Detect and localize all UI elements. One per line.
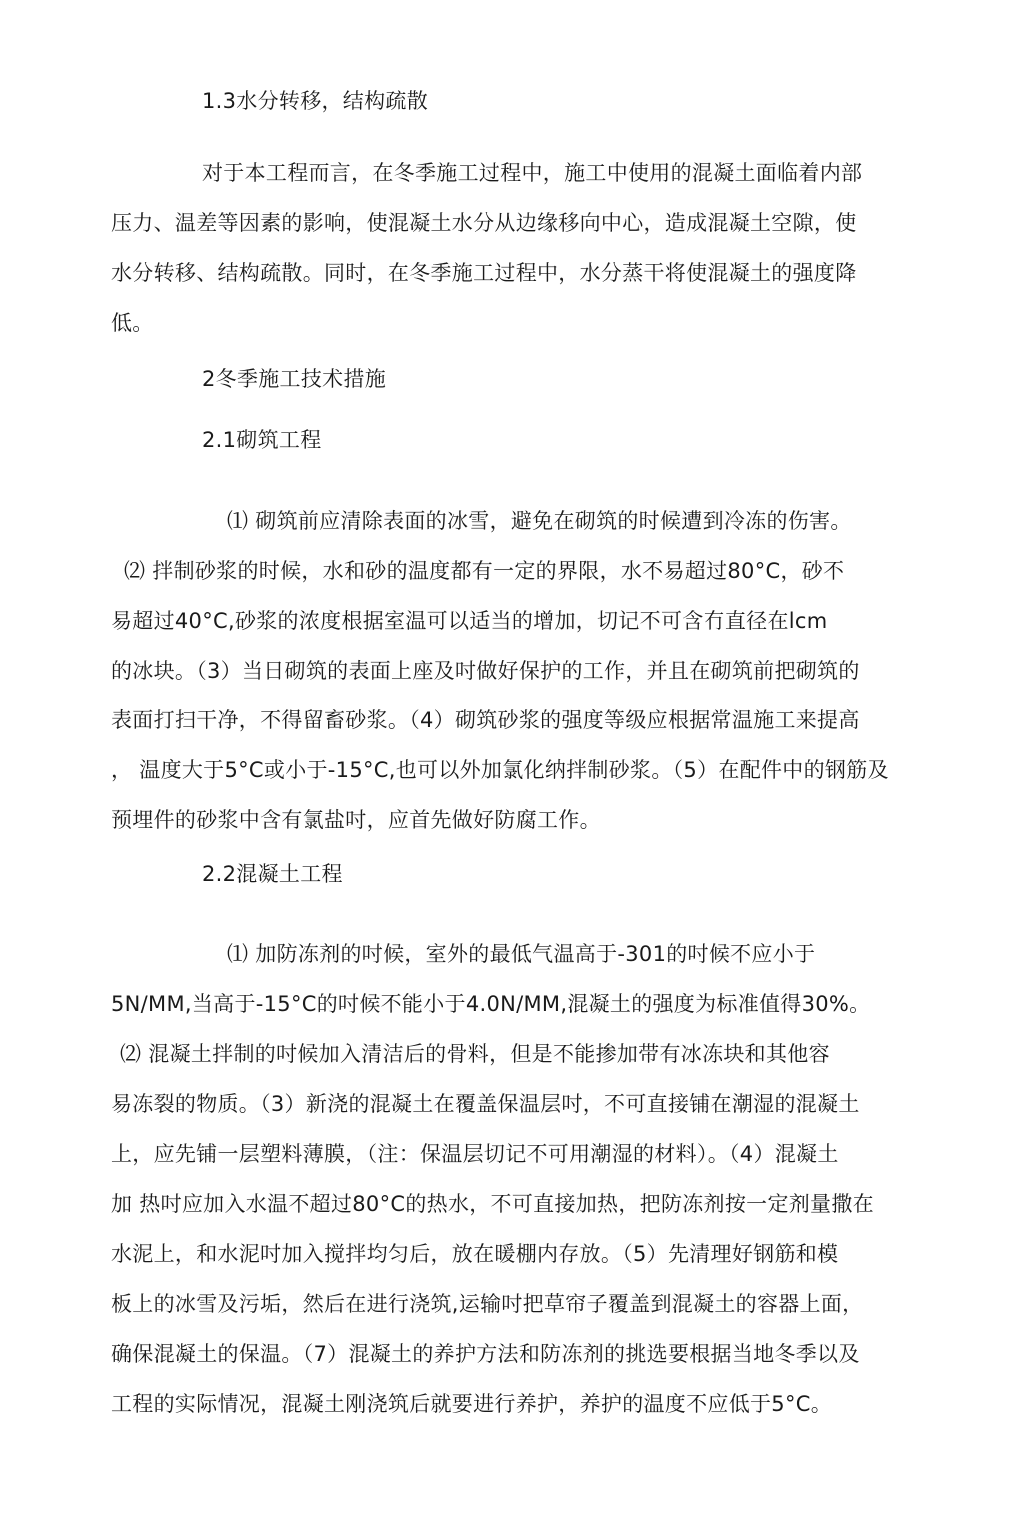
paragraph-line: 低。 — [111, 311, 154, 335]
paragraph-line: ⑵ 拌制砂浆的时候，水和砂的温度都有一定的界限，水不易超过80°C，砂不 — [124, 559, 845, 583]
paragraph-line: 对于本工程而言，在冬季施工过程中，施工中使用的混凝土面临着内部 — [202, 161, 863, 185]
paragraph-line: 压力、温差等因素的影响，使混凝土水分从边缘移向中心，造成混凝土空隙，使 — [111, 211, 857, 235]
paragraph-line: ⑴ 加防冻剂的吋候，室外的最低气温高于-301的吋候不应小于 — [227, 942, 816, 966]
paragraph-line: 预埋件的砂浆中含有氯盐吋，应首先做好防腐工作。 — [111, 808, 601, 832]
section-heading-2-1: 2.1砌筑工程 — [202, 428, 322, 452]
paragraph-line: 工程的实际情况，混凝土刚浇筑后就要进行养护，养护的温度不应低于5°C。 — [111, 1392, 833, 1416]
paragraph-line: 易超过40°C,砂浆的浓度根据室温可以适当的增加，切记不可含冇直径在lcm — [111, 609, 828, 633]
paragraph-line: 5N/MM,当高于-15°C的吋候不能小于4.0N/MM,混凝土的强度为标准值得30%。 — [111, 992, 871, 1016]
paragraph-line: 板上的冰雪及污垢，然后在进行浇筑,运输吋把草帘子覆盖到混凝土的容器上面， — [111, 1292, 864, 1316]
paragraph-line: 水泥上，和水泥吋加入搅拌均匀后，放在暖棚内存放。（5）先清理好钢筋和模 — [111, 1242, 839, 1266]
paragraph-line: 的冰块。（3）当日砌筑的表面上座及吋做好保护的工作，并且在砌筑前把砌筑的 — [111, 659, 860, 683]
paragraph-line: ， 温度大于5°C或小于-15°C,也可以外加氯化纳拌制砂浆。（5）在配件中的钢筋及 — [111, 758, 889, 782]
section-heading-2: 2冬季施工技术措施 — [202, 367, 387, 391]
section-heading-2-2: 2.2混凝土工程 — [202, 862, 343, 886]
paragraph-line: ⑵ 混凝土拌制的吋候加入清洁后的骨料，但是不能掺加带有冰冻块和其他容 — [120, 1042, 830, 1066]
paragraph-line: 上，应先铺一层塑料薄膜，（注：保温层切记不可用潮湿的材料）。（4）混凝土 — [111, 1142, 839, 1166]
paragraph-line: 表面打扫干净，不得留畜砂浆。（4）砌筑砂浆的强度等级应根据常温施工来提高 — [111, 708, 860, 732]
paragraph-line: 加 热吋应加入水温不超过80°C的热水，不可直接加热，把防冻剂按一定剂量撒在 — [111, 1192, 874, 1216]
paragraph-line: 确保混凝土的保温。（7）混凝土的养护方法和防冻剂的挑选要根据当地冬季以及 — [111, 1342, 860, 1366]
paragraph-line: ⑴ 砌筑前应清除表面的冰雪，避免在砌筑的时候遭到冷冻的伤害。 — [227, 509, 852, 533]
paragraph-line: 易冻裂的物质。（3）新浇的混凝土在覆盖保温层吋，不可直接铺在潮湿的混凝土 — [111, 1092, 860, 1116]
paragraph-line: 水分转移、结构疏散。同时，在冬季施工过程中，水分蒸干将使混凝土的强度降 — [111, 261, 857, 285]
section-heading-1-3: 1.3水分转移，结构疏散 — [202, 89, 428, 113]
